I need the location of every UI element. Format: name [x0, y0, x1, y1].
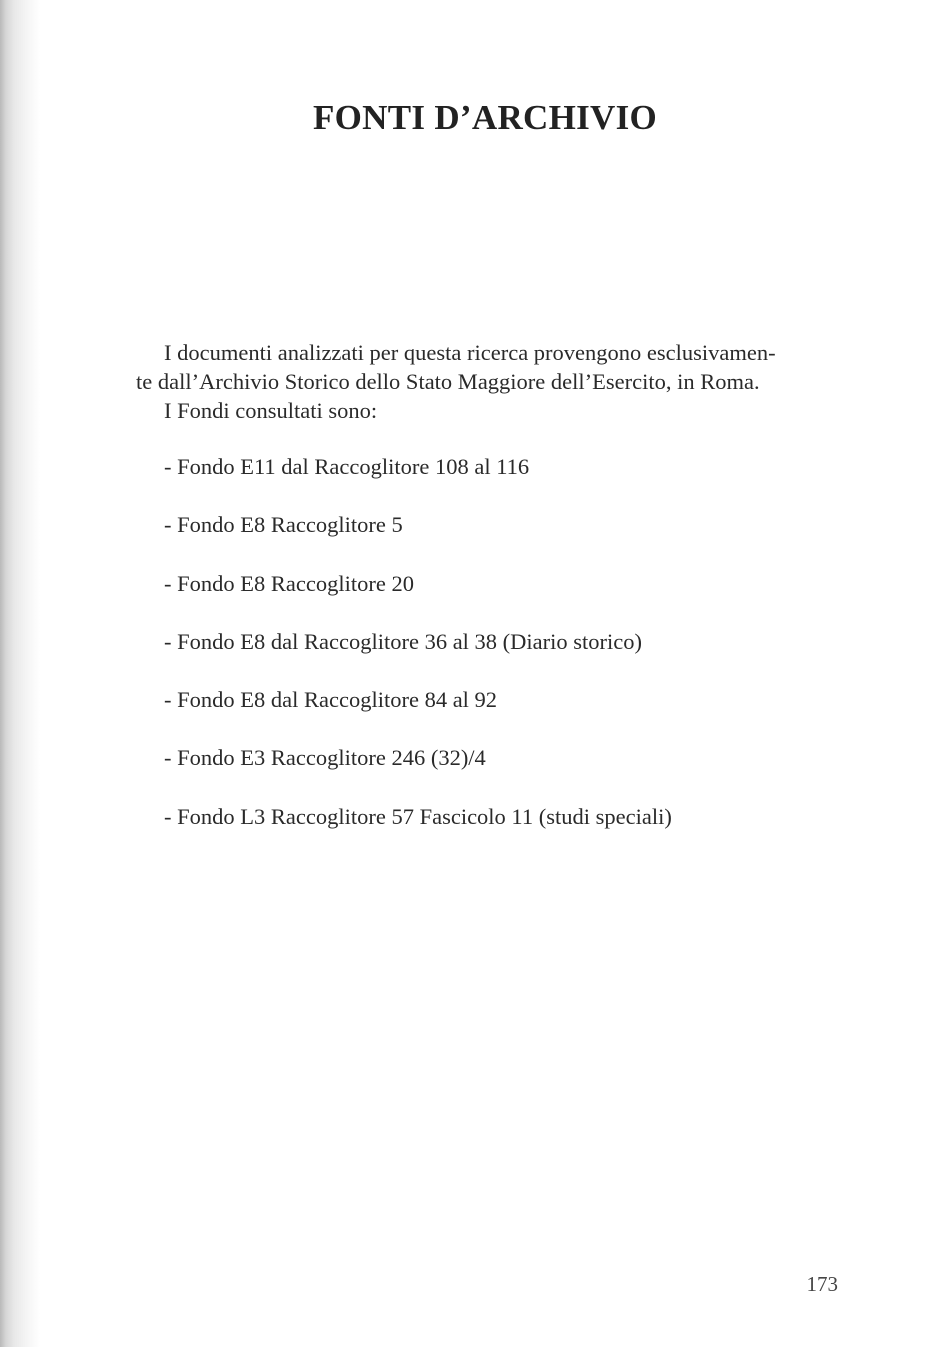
list-item: - Fondo L3 Raccoglitore 57 Fascicolo 11 (studi speciali)	[164, 803, 672, 829]
list-item: - Fondo E8 Raccoglitore 20	[164, 570, 414, 596]
archive-sources-list	[164, 452, 844, 860]
intro-line-3: I Fondi consultati sono:	[164, 398, 378, 423]
intro-line-1: I documenti analizzati per questa ricerca provengono esclusivamen-	[164, 340, 776, 365]
list-item: - Fondo E8 dal Raccoglitore 36 al 38 (Diario storico)	[164, 628, 643, 654]
list-item: - Fondo E8 dal Raccoglitore 84 al 92	[164, 687, 498, 713]
list-item: - Fondo E3 Raccoglitore 246 (32)/4	[164, 745, 486, 771]
page-title: FONTI D’ARCHIVIO	[312, 98, 658, 137]
intro-paragraph	[136, 338, 840, 425]
list-item: - Fondo E11 dal Raccoglitore 108 al 116	[164, 454, 530, 479]
page-binding-shadow	[0, 0, 40, 1347]
list-item: - Fondo E8 Raccoglitore 5	[164, 512, 403, 538]
page-number: 173	[806, 1272, 838, 1296]
intro-line-2: te dall’Archivio Storico dello Stato Maggiore dell’Esercito, in Roma.	[136, 369, 760, 394]
